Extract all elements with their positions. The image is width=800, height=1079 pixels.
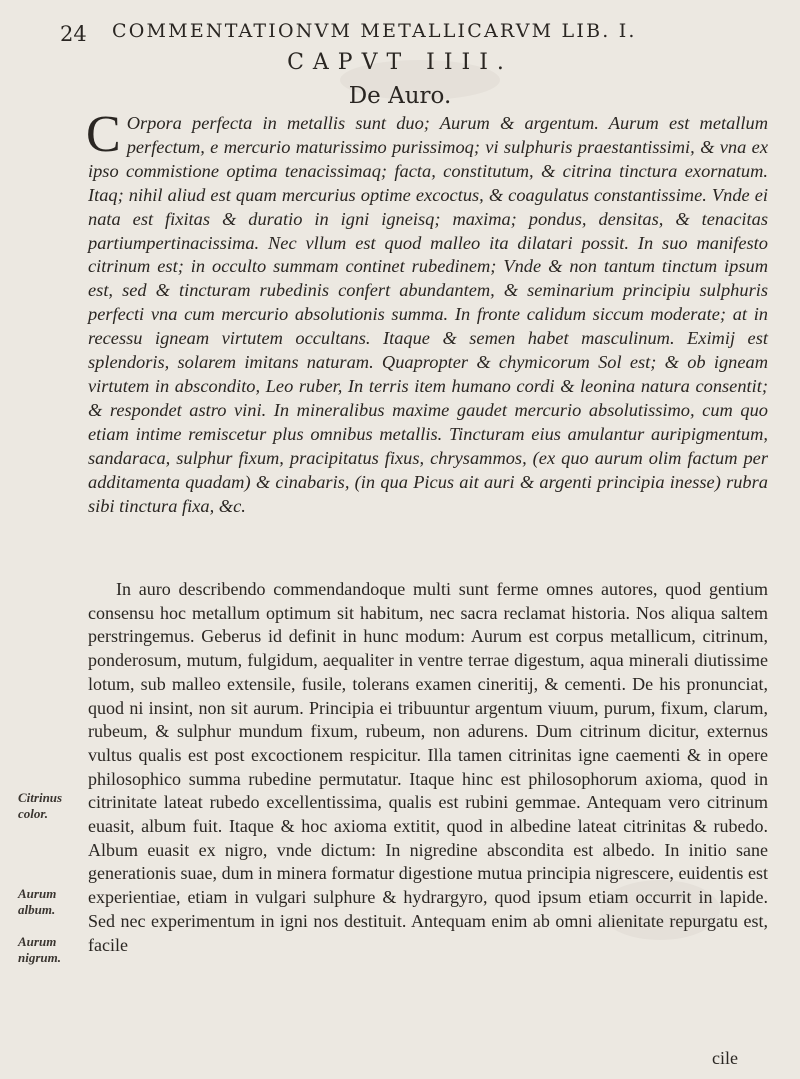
section-title: De Auro.	[348, 83, 452, 109]
margin-note-citrinus: Citrinus color.	[18, 790, 63, 821]
catchword: cile	[712, 1048, 738, 1068]
roman-paragraph	[88, 578, 768, 957]
running-head	[60, 18, 760, 48]
page-number: 24	[60, 22, 87, 46]
chapter-heading: CAPVT IIII.	[287, 50, 513, 75]
margin-note-aurum-album: Aurum album.	[18, 886, 57, 917]
roman-paragraph-text: In auro describendo commendandoque multi sunt ferme omnes autores, quod gentium consensu hoc metallum optimum sit habitum, nec sacra reclamat historia. Nos aliqua saltem perstringemus. Geberus id definit in hunc modum: Aurum est corpus metallicum, citrinum, ponderosum, mutum, fulgidum, aequaliter in ventre terrae digestum, aqua minerali diutissime lotum, sub malleo extensile, fusile, tolerans examen cineritij, & cementi. De his pronunciat, quod ni insint, non sit aurum. Principia ei tribuuntur argentum viuum, purum, fixum, clarum, rubeum, & sulphur mundum fixum, rubeum, non adurens. Dum citrinum dicitur, externus vultus qualis est post excoctionem respicitur. Illa tamen citrinitas igne caementi & in opere philosophico summa rubedine permutatur. Itaque hinc est philosophorum axioma, quod in citrinitate lateat rubedo excellentissima, qualis est rubini gemmae. Antequam vero citrinum euasit, album fuit. Itaque & hoc axioma extitit, quod in albedine lateat citrinitas & rubedo. Album euasit ex nigro, vnde dictum: In nigredine abscondita est albedo. In initio sane generationis suae, dum in minera formatur digestione mutua principia nigrescere, euidentis est experientiae, etiam in vulgari sulphure & hydrargyro, quod ipsum etiam occurrit in lapide. Sed nec experimentum in igni nos destituit. Antequam enim ab omni alienitate repurgatu est, facile	[88, 579, 768, 955]
margin-note-aurum-nigrum: Aurum nigrum.	[18, 934, 61, 965]
italic-paragraph	[86, 106, 768, 518]
italic-paragraph-text: Orpora perfecta in metallis sunt duo; Aurum & argentum. Aurum est metallum perfectum, e mercurio maturissimo purissimoq; vi sulphuris praestantissimi, & vna ex ipso commistione optima tenacissimaq; facta, constitutum, & citrina tinctura exornatum. Itaq; nihil aliud est quam mercurius optime excoctus, & coagulatus constantissime. Vnde ei nata est fixitas & duratio in igni igneisq; maxima; pondus, densitas, & tenacitas partiumpertinacissima. Nec vllum est quod malleo ita dilatari possit. In suo manifesto citrinum est; in occulto summam continet rubedinem; Vnde & non tantum tinctum ipsum est, sed & tincturam rubedinis confert abundantem, & seminarium principiu sulphuris perfecti vna cum mercurio absolutionis summa. In fronte calidum siccum moderate; at in recessu igneam virtutem occultans. Itaque & semen habet masculinum. Eximij est splendoris, solarem imitans naturam. Quapropter & chymicorum Sol est; & ob igneam virtutem in abscondito, Leo ruber, In terris item humano cordi & leonina natura consentit; & respondet astro vini. In mineralibus maxime gaudet mercurio absolutissimo, cum quo etiam intime remiscetur plus omnibus metallis. Tincturam eius amulantur auripigmentum, sandaraca, sulphur fixum, pracipitatus fixus, chrysammos, (ex quo aurum olim factum per additamenta quadam) & cinabaris, (in qua Picus ait auri & argenti principia inesse) rubra sibi tinctura fixa, &c.	[88, 113, 768, 516]
running-title: COMMENTATIONVM METALLICARVM LIB. I.	[112, 20, 637, 42]
drop-capital: C	[86, 106, 121, 163]
